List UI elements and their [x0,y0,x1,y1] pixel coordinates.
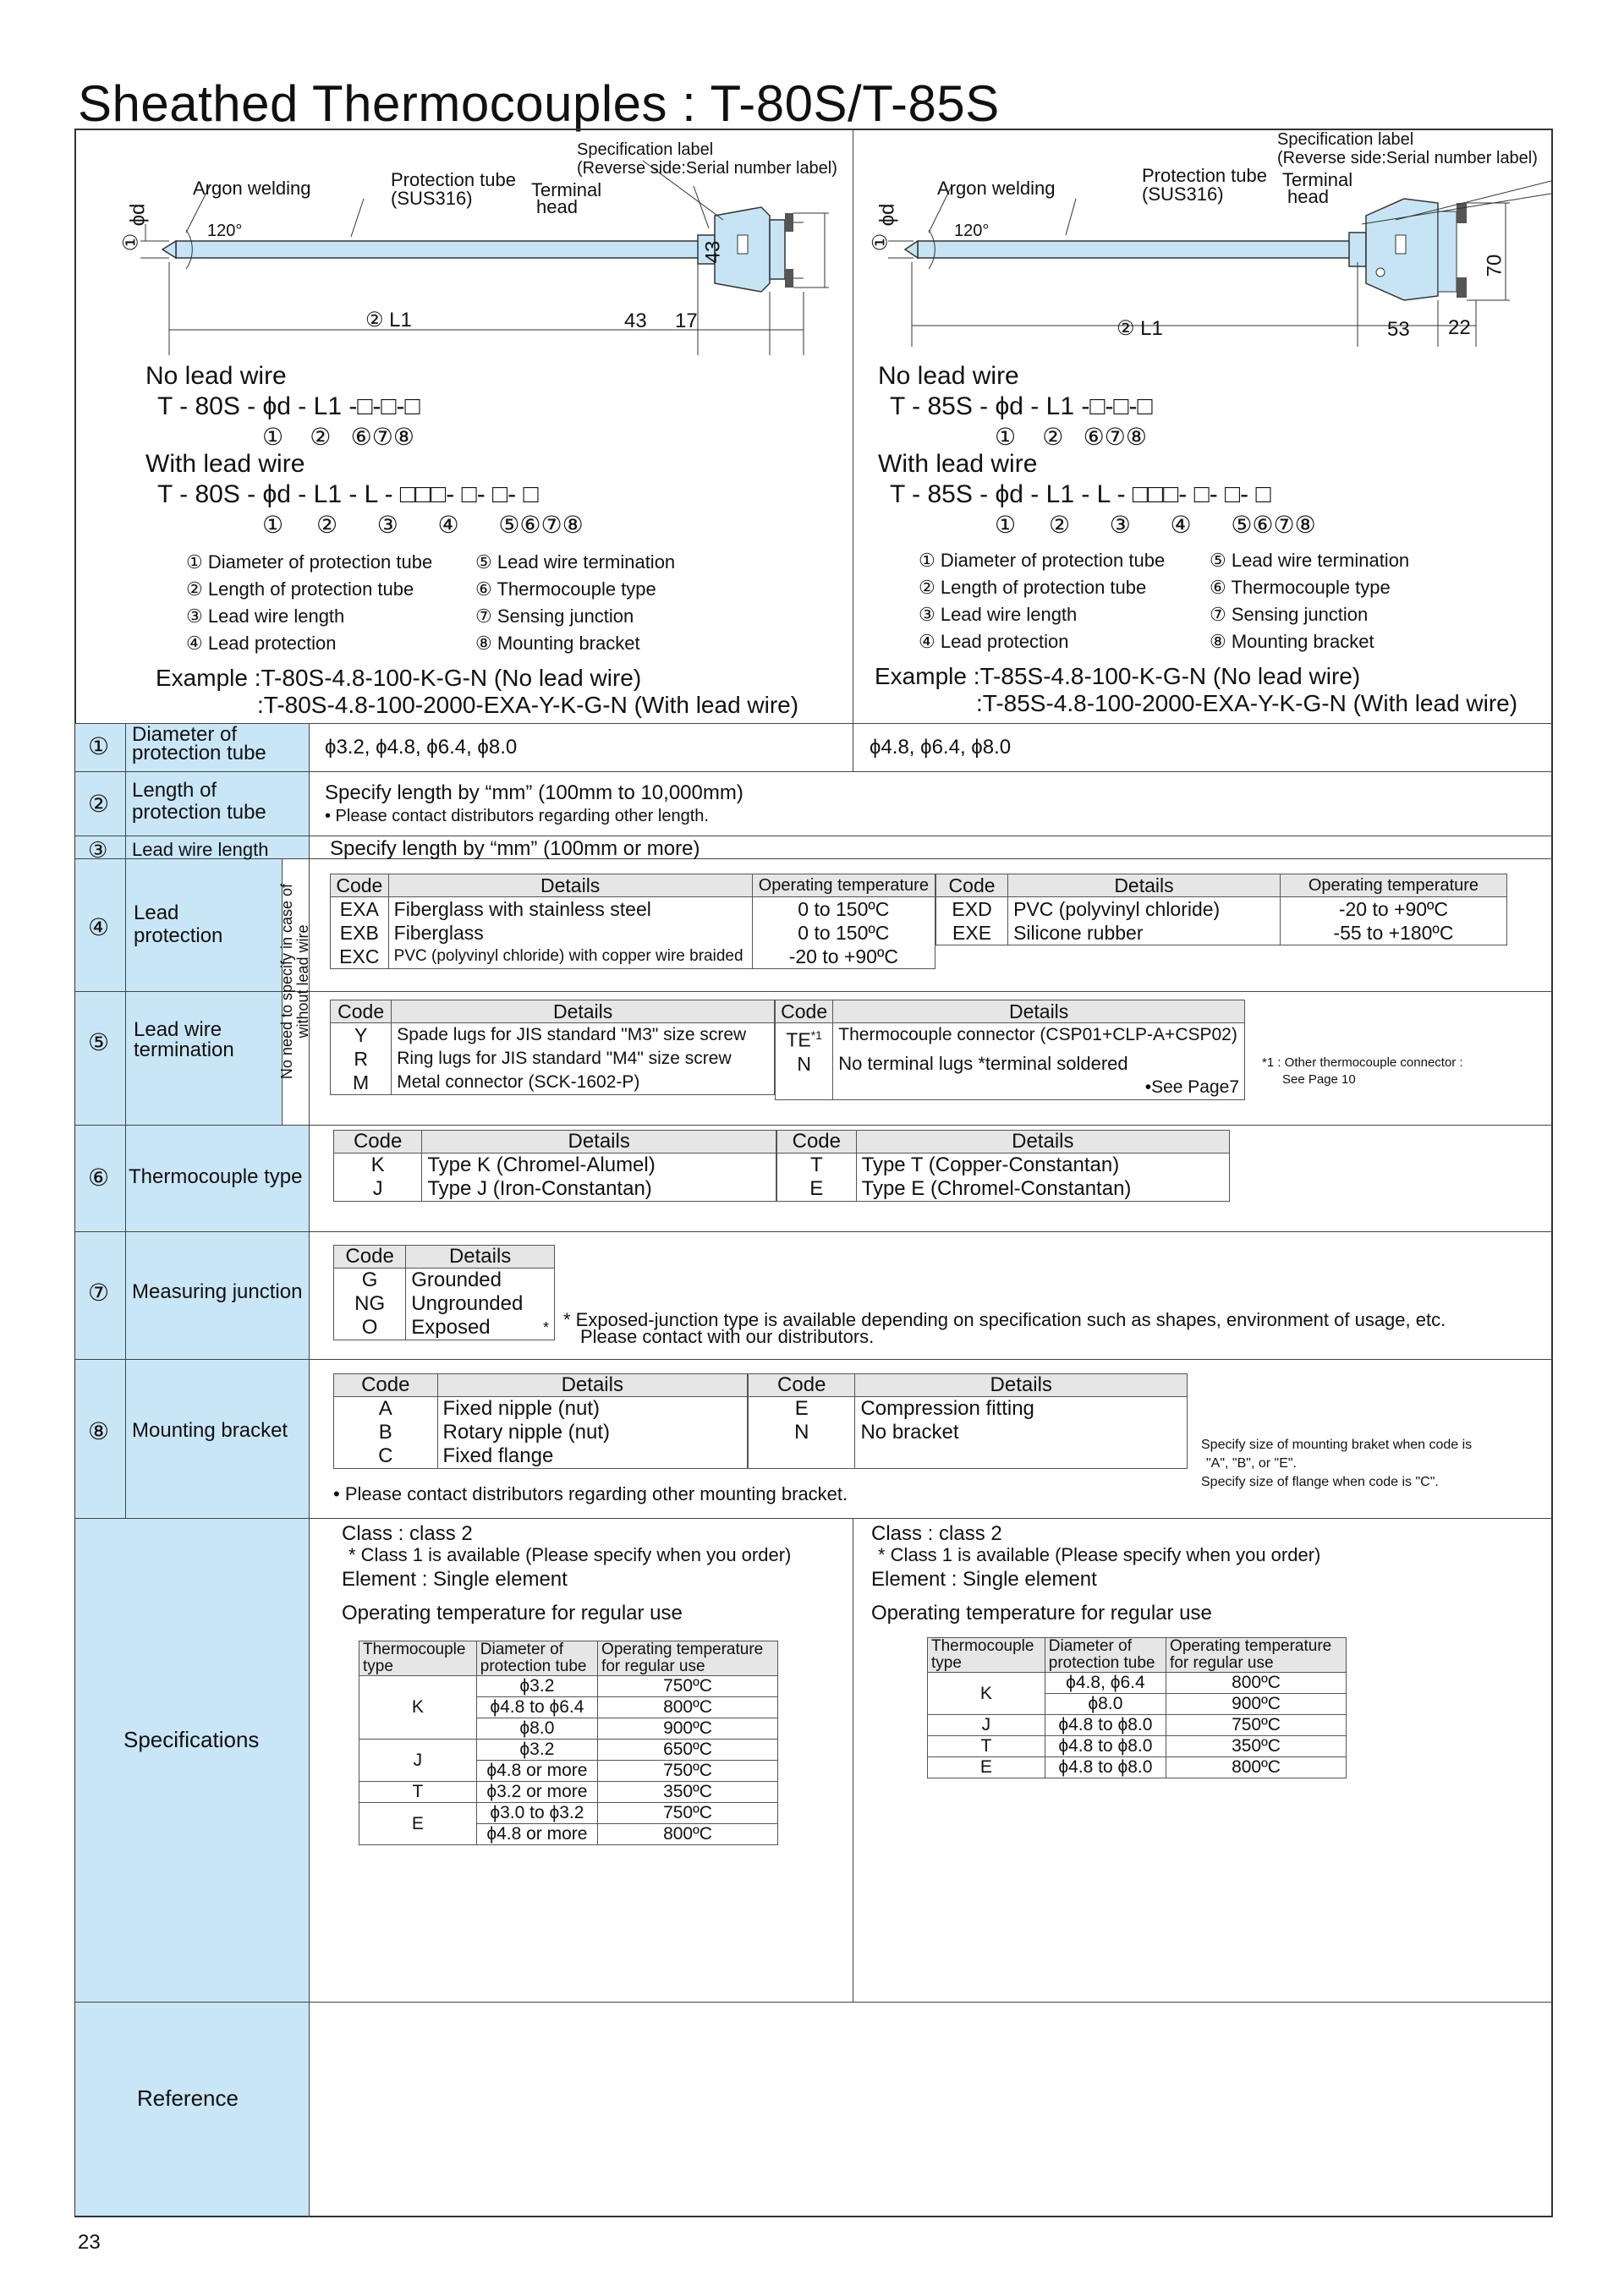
details-cell: No bracket [855,1421,1188,1444]
angle-label-r: 120° [954,222,990,240]
row5-label-line2: termination [134,1038,234,1061]
see-page-link[interactable]: •See Page7 [833,1076,1245,1100]
legend-r7: ⑦ Sensing junction [1210,604,1369,625]
type-cell: K [928,1673,1045,1715]
specs-element-left: Element : Single element [342,1568,568,1591]
type-cell: J [359,1740,477,1782]
table-row [334,1292,555,1316]
t85s-with-lead-nums: ① ② ③ ④ ⑤⑥⑦⑧ [995,512,1316,538]
table-row [359,1676,778,1697]
col-temp: Operating temperature [752,874,935,897]
col-details: Details [856,1131,1229,1153]
table-row [928,1715,1347,1736]
t80s-with-lead-nums: ① ② ③ ④ ⑤⑥⑦⑧ [262,512,584,538]
temp-cell: -20 to +90ºC [752,945,935,969]
num1-label-r: ① [869,233,892,252]
hdr-diam-1: Diameter of [1048,1637,1132,1655]
tube-tip [162,241,176,258]
diam-cell: ϕ8.0 [476,1718,597,1740]
col-details: Details [833,1000,1245,1023]
hdr-temp-2: for regular use [601,1658,705,1675]
specs-element-right: Element : Single element [871,1568,1097,1591]
details-cell: Exposed [411,1316,491,1339]
details-cell: Fiberglass [388,921,752,945]
dim-70: 70 [1483,254,1506,277]
phid-label-r: ϕd [875,203,899,227]
diam-cell: ϕ3.2 [476,1740,597,1761]
divider-num-col [125,723,126,1518]
table-row [334,1444,748,1469]
code-cell: EXA [331,897,389,922]
legend-7: ⑦ Sensing junction [475,606,634,627]
bracket-note-3: Specify size of flange when code is "C". [1201,1475,1439,1489]
t80s-with-lead-title: With lead wire [145,450,305,478]
table-row [928,1673,1347,1694]
terminal-head-label-r2: head [1287,186,1329,207]
t80s-with-lead-code: T - 80S - ϕd - L1 - L - □□□- □- □- □ [157,480,539,508]
l1-dimension-r: ② L1 [1116,317,1163,340]
temp-cell: 0 to 150ºC [752,897,935,922]
dim-22: 22 [1448,316,1471,339]
table-row [776,1076,1245,1100]
temp-cell: 750ºC [598,1803,778,1824]
bracket-note-2: "A", "B", or "E". [1206,1456,1297,1471]
col-details: Details [855,1374,1188,1397]
code-cell: EXD [936,897,1008,922]
hdr-diam-2: protection tube [480,1658,587,1675]
col-code: Code [334,1131,422,1153]
table-row [936,921,1507,945]
table-row [331,1023,775,1048]
code-cell: T [777,1153,857,1178]
specs-op-title-right: Operating temperature for regular use [871,1602,1212,1625]
table-row [749,1397,1188,1422]
temp-cell: 750ºC [598,1761,778,1782]
table-row [334,1177,776,1202]
row5-label [134,1020,234,1060]
divider-drawings [74,723,1553,724]
termination-table-left [330,1000,775,1095]
table-row [928,1736,1347,1757]
details-cell: No terminal lugs *terminal soldered [833,1052,1245,1076]
t80s-no-lead-nums: ① ② ⑥⑦⑧ [262,424,414,450]
specs-table-right [927,1637,1347,1778]
footnote-mark: * [542,1319,549,1336]
protection-tube [176,241,710,258]
specs-op-title-left: Operating temperature for regular use [342,1602,683,1625]
protection-tube-label-r: Protection tube [1142,165,1267,186]
hdr-temp-1: Operating temperature [601,1641,764,1658]
angle-label: 120° [207,222,243,240]
table-row [334,1421,748,1444]
code-cell: R [331,1047,392,1071]
hdr-type [359,1641,477,1676]
code-cell: EXC [331,945,389,969]
table-row [749,1421,1188,1444]
t80s-example-2: :T-80S-4.8-100-2000-EXA-Y-K-G-N (With lead wire) [257,692,799,718]
table-row [331,945,935,969]
spec-label-2: (Reverse side:Serial number label) [577,159,837,178]
specs-class-left: Class : class 2 [342,1522,473,1545]
temp-cell: 350ºC [598,1782,778,1803]
row1-label-line1: Diameter of [132,723,238,746]
table-row [331,921,935,945]
table-row [331,1047,775,1071]
protection-tube-material: (SUS316) [391,188,473,209]
diam-cell: ϕ4.8 to ϕ8.0 [1045,1757,1166,1778]
row1-left-values: ϕ3.2, ϕ4.8, ϕ6.4, ϕ8.0 [325,736,518,759]
bracket-contact: • Please contact distributors regarding other mounting bracket. [333,1483,848,1504]
col-details: Details [406,1246,555,1269]
details-cell: Metal connector (SCK-1602-P) [392,1071,775,1095]
diam-cell: ϕ3.0 to ϕ3.2 [476,1803,597,1824]
details-cell: Type E (Chromel-Constantan) [856,1177,1229,1202]
temp-cell: -55 to +180ºC [1280,921,1506,945]
type-cell: E [928,1757,1045,1778]
hdr-temp-1: Operating temperature [1170,1637,1332,1655]
temp-cell: 750ºC [598,1676,778,1697]
code-cell: J [334,1177,422,1202]
num1-label: ① [119,233,143,252]
hdr-diam-2: protection tube [1048,1654,1155,1672]
legend-r3: ③ Lead wire length [919,604,1078,625]
diam-cell: ϕ4.8 to ϕ8.0 [1045,1736,1166,1757]
phid-label: ϕd [126,203,150,227]
protection-tube-label: Protection tube [391,169,516,190]
hdr-diam-1: Diameter of [480,1641,563,1658]
details-cell: Type K (Chromel-Alumel) [422,1153,776,1178]
details-cell: PVC (polyvinyl chloride) [1008,897,1281,922]
row2-label-line1: Length of [132,779,217,802]
code-cell: C [334,1444,438,1469]
t85s-no-lead-nums: ① ② ⑥⑦⑧ [995,424,1147,450]
legend-r8: ⑧ Mounting bracket [1210,631,1374,652]
table-row [777,1177,1230,1202]
terminal-head-label-2: head [536,196,578,217]
temp-cell: 800ºC [1166,1673,1347,1694]
divider-r8 [74,1518,1553,1519]
details-cell: Fixed flange [437,1444,747,1469]
details-cell: Silicone rubber [1008,921,1281,945]
legend-2: ② Length of protection tube [186,578,414,600]
lead-protection-table-right [935,874,1507,945]
code-cell: E [777,1177,857,1202]
table-row [359,1740,778,1761]
spec-label: Specification label [577,140,714,159]
t80s-no-lead-code: T - 80S - ϕd - L1 -□-□-□ [157,392,420,420]
divider-r3 [74,858,1553,859]
row5-number: ⑤ [88,1029,110,1055]
type-cell: E [359,1803,477,1845]
table-row [749,1444,1188,1469]
t85s-no-lead-code: T - 85S - ϕd - L1 -□-□-□ [890,392,1153,420]
vertical-note-line2: without lead wire [294,924,311,1038]
row1-right-values: ϕ4.8, ϕ6.4, ϕ8.0 [870,736,1012,759]
row2-text: Specify length by “mm” (100mm to 10,000mm) [325,781,743,804]
bracket-note-1: Specify size of mounting braket when code is [1201,1438,1473,1452]
row2-number: ② [88,791,110,817]
col-code: Code [777,1131,857,1153]
col-details: Details [388,874,752,897]
diam-cell: ϕ4.8 or more [476,1761,597,1782]
vertical-note-line1: No need to specify in case of [278,883,295,1080]
specs-label: Specifications [123,1727,260,1752]
temp-cell: 350ºC [1166,1736,1347,1757]
temp-cell: 900ºC [1166,1694,1347,1715]
details-cell: Spade lugs for JIS standard "M3" size screw [392,1023,775,1048]
terminal-head-label: Terminal [531,179,602,200]
junction-note-2: Please contact with our distributors. [580,1326,875,1347]
table-row [334,1153,776,1178]
table-row [359,1782,778,1803]
temp-cell: -20 to +90ºC [1280,897,1506,922]
table-row [334,1397,748,1422]
row7-label: Measuring junction [132,1280,303,1303]
diam-cell: ϕ3.2 [476,1676,597,1697]
type-cell: J [928,1715,1045,1736]
hdr-type-1: Thermocouple [931,1637,1034,1655]
col-code: Code [334,1246,406,1269]
col-details: Details [392,1000,775,1023]
row2-label-line2: protection tube [132,801,266,824]
details-cell: Compression fitting [855,1397,1188,1422]
code-cell: Y [331,1023,392,1048]
table-row [776,1052,1245,1076]
hdr-type-2: type [931,1654,962,1672]
connector-note: *1 : Other thermocouple connector : [1262,1055,1463,1070]
table-row [331,1071,775,1095]
details-cell: Grounded [406,1269,555,1293]
dim-17: 17 [675,310,698,332]
hdr-type [928,1638,1045,1673]
type-cell: K [359,1676,477,1740]
legend-r6: ⑥ Thermocouple type [1210,577,1391,598]
hdr-diam [1045,1638,1166,1673]
divider-r7 [74,1359,1553,1360]
dim-53: 53 [1387,318,1410,341]
details-cell: Thermocouple connector (CSP01+CLP-A+CSP02) [833,1023,1245,1052]
row6-number: ⑥ [88,1164,110,1191]
table-row [359,1803,778,1824]
row4-number: ④ [88,914,110,940]
specs-table-left [359,1641,778,1845]
code-cell: K [334,1153,422,1178]
specs-class-right: Class : class 2 [871,1522,1002,1545]
specs-class-note-right: * Class 1 is available (Please specify when you order) [878,1544,1321,1565]
page-number: 23 [78,2231,101,2254]
row7-number: ⑦ [88,1280,110,1306]
diam-cell: ϕ4.8, ϕ6.4 [1045,1673,1166,1694]
t85s-no-lead-title: No lead wire [878,362,1019,390]
col-details: Details [422,1131,776,1153]
t85s-example-2: :T-85S-4.8-100-2000-EXA-Y-K-G-N (With lead wire) [976,690,1518,716]
legend-r5: ⑤ Lead wire termination [1210,550,1410,571]
details-cell: Type J (Iron-Constantan) [422,1177,776,1202]
details-cell: Fixed nipple (nut) [437,1397,747,1422]
code-cell: M [331,1071,392,1095]
temp-cell: 800ºC [598,1824,778,1845]
row1-number: ① [88,733,110,759]
vertical-note [279,874,311,1089]
legend-4: ④ Lead protection [186,633,337,654]
temp-cell: 800ºC [598,1697,778,1718]
argon-welding-label: Argon welding [193,178,311,199]
diam-cell: ϕ4.8 to ϕ8.0 [1045,1715,1166,1736]
diam-cell: ϕ8.0 [1045,1694,1166,1715]
table-row [776,1023,1245,1052]
temp-cell: 650ºC [598,1740,778,1761]
legend-1: ① Diameter of protection tube [186,551,433,573]
l1-dimension: ② L1 [365,309,412,332]
diam-cell: ϕ3.2 or more [476,1782,597,1803]
thermocouple-type-table-right [776,1130,1230,1202]
details-cell: Ungrounded [406,1292,555,1316]
table-row [334,1269,555,1293]
t85s-example-1: Example :T-85S-4.8-100-K-G-N (No lead wire) [875,663,1361,689]
temp-cell: 750ºC [1166,1715,1347,1736]
row6-label: Thermocouple type [129,1165,303,1188]
reference-label: Reference [137,2085,239,2111]
code-cell: EXB [331,921,389,945]
divider-specs [74,2002,1553,2003]
code-cell: A [334,1397,438,1422]
col-code: Code [334,1374,438,1397]
col-code: Code [936,874,1008,897]
hdr-type-1: Thermocouple [363,1641,466,1658]
legend-5: ⑤ Lead wire termination [475,551,676,573]
hdr-diam [476,1641,597,1676]
row4-label-line1: Lead [134,901,179,924]
lead-protection-table-left [330,874,935,969]
code-cell: TE [786,1028,811,1051]
code-cell: G [334,1269,406,1293]
t85s-with-lead-title: With lead wire [878,450,1038,478]
t85s-with-lead-code: T - 85S - ϕd - L1 - L - □□□- □- □- □ [890,480,1271,508]
spec-label-r2: (Reverse side:Serial number label) [1277,149,1538,167]
code-cell: O [334,1316,406,1340]
protection-tube-material-r: (SUS316) [1142,184,1224,205]
details-cell: Fiberglass with stainless steel [388,897,752,922]
legend-8: ⑧ Mounting bracket [475,633,640,654]
table-row [334,1316,555,1340]
code-cell: E [749,1397,855,1422]
temp-cell: 0 to 150ºC [752,921,935,945]
col-code: Code [331,874,389,897]
hdr-temp-2: for regular use [1170,1654,1274,1672]
details-cell: PVC (polyvinyl chloride) with copper wire braided [388,945,752,969]
col-temp: Operating temperature [1280,874,1506,897]
table-row [936,897,1507,922]
divider-r1 [74,771,1553,772]
legend-6: ⑥ Thermocouple type [475,578,656,600]
argon-welding-label-r: Argon welding [937,178,1056,199]
legend-3: ③ Lead wire length [186,606,345,627]
details-cell: Ring lugs for JIS standard "M4" size screw [392,1047,775,1071]
thermocouple-type-table-left [333,1130,776,1202]
code-cell: N [776,1052,833,1076]
col-code: Code [776,1000,833,1023]
hdr-temp [1166,1638,1347,1673]
legend-r1: ① Diameter of protection tube [919,550,1166,571]
code-cell: N [749,1421,855,1444]
row3-text: Specify length by “mm” (100mm or more) [330,837,700,860]
row5-label-line1: Lead wire [134,1018,222,1041]
row4-label-line2: protection [134,924,223,947]
details-cell: Rotary nipple (nut) [437,1421,747,1444]
spec-label-r: Specification label [1277,130,1414,149]
protection-tube [918,241,1358,258]
type-cell: T [928,1736,1045,1757]
mounting-table-right [748,1373,1188,1469]
divider-r5 [74,1125,1553,1126]
row8-label: Mounting bracket [132,1419,288,1442]
row1-label [132,723,266,764]
row2-label [132,780,266,824]
hdr-type-2: type [363,1658,393,1675]
terminal-head-label-r: Terminal [1282,169,1353,190]
specs-class-note-left: * Class 1 is available (Please specify when you order) [348,1544,792,1565]
diam-cell: ϕ4.8 or more [476,1824,597,1845]
table-row [928,1757,1347,1778]
temp-cell: 800ºC [1166,1757,1347,1778]
code-cell: EXE [936,921,1008,945]
temp-cell: 900ºC [598,1718,778,1740]
row2-note: • Please contact distributors regarding other length. [325,807,709,825]
table-row [331,897,935,922]
diam-cell: ϕ4.8 to ϕ6.4 [476,1697,597,1718]
legend-r4: ④ Lead protection [919,631,1069,652]
footnote-mark: *1 [810,1028,822,1042]
code-cell: NG [334,1292,406,1316]
junction-note: * Exposed-junction type is available depending on specification such as shapes, environment of usage, etc. [563,1309,1446,1330]
col-details: Details [1008,874,1281,897]
t80s-no-lead-title: No lead wire [145,362,287,390]
row3-number: ③ [88,837,108,863]
col-code: Code [331,1000,392,1023]
details-cell: Type T (Copper-Constantan) [856,1153,1229,1178]
mounting-table-left [333,1373,748,1469]
col-details: Details [437,1374,747,1397]
divider-r6 [74,1231,1553,1232]
row3-label: Lead wire length [132,839,269,860]
col-code: Code [749,1374,855,1397]
dim-43-height: 43 [701,240,725,264]
code-cell: B [334,1421,438,1444]
type-cell: T [359,1782,477,1803]
row4-label [134,901,222,947]
table-row [777,1153,1230,1178]
row1-label-line2: protection tube [132,742,266,764]
connector-note-2: See Page 10 [1282,1072,1356,1087]
termination-table-right [775,1000,1245,1100]
t80s-example-1: Example :T-80S-4.8-100-K-G-N (No lead wire) [156,665,642,691]
row8-number: ⑧ [88,1418,110,1444]
legend-r2: ② Length of protection tube [919,577,1147,598]
hdr-temp [598,1641,778,1676]
junction-table [333,1245,555,1340]
dim-43: 43 [624,310,647,332]
page-title: Sheathed Thermocouples : T-80S/T-85S [78,75,1000,132]
